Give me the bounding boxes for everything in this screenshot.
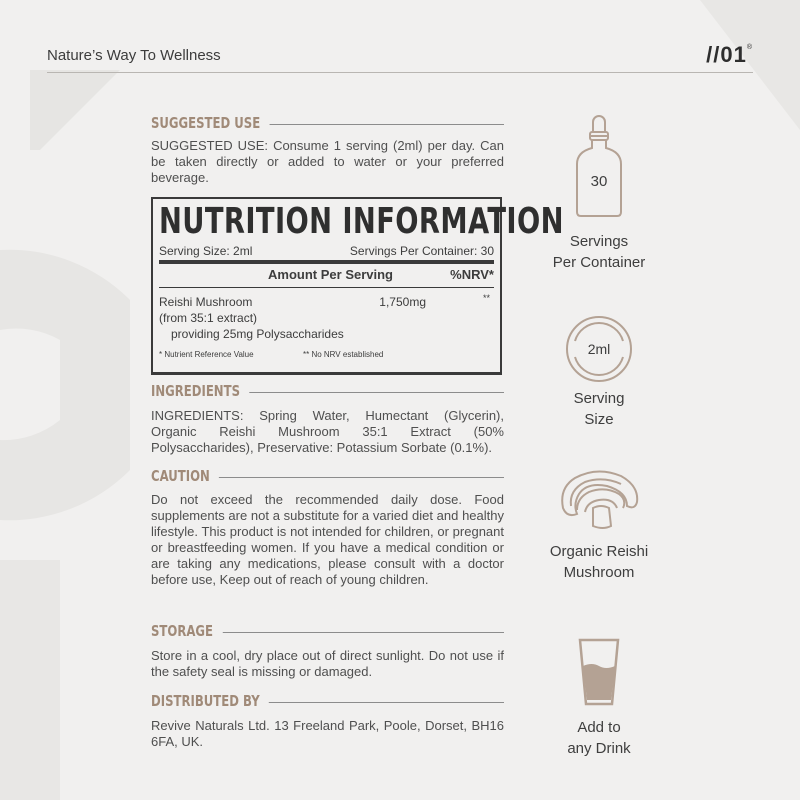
nutrition-table xyxy=(151,197,564,375)
drink-label-1: Add to xyxy=(577,719,621,736)
caution-heading xyxy=(151,467,504,487)
suggested-use-title: SUGGESTED USE xyxy=(151,114,270,132)
serving-size-icon xyxy=(564,314,634,384)
distributed-by-title: DISTRIBUTED BY xyxy=(151,692,269,710)
suggested-use-text: SUGGESTED USE: Consume 1 serving (2ml) per day. Can be taken directly or added to water or your preferred beverage. xyxy=(151,138,504,185)
nutrition-divider xyxy=(159,260,494,264)
feature-drink xyxy=(524,636,674,759)
item-nrv: ** xyxy=(482,293,490,303)
suggested-use-heading xyxy=(151,114,504,134)
col-amount: Amount Per Serving xyxy=(268,267,393,282)
serving-label-1: Serving xyxy=(573,390,625,407)
nutrition-title: NUTRITION INFORMATION xyxy=(159,201,564,242)
ingredients-heading xyxy=(151,382,504,402)
serving-size-value: 2ml xyxy=(587,341,611,357)
nutrition-divider xyxy=(159,287,494,288)
storage-title: STORAGE xyxy=(151,622,222,640)
distributed-by-text: Revive Naturals Ltd. 13 Freeland Park, Poole, Dorset, BH16 6FA, UK. xyxy=(151,718,504,749)
registered-mark: ® xyxy=(746,44,753,51)
caution-title: CAUTION xyxy=(151,467,219,485)
servings-label-1: Servings xyxy=(569,233,629,250)
feature-reishi xyxy=(524,468,674,583)
serving-label-2: Size xyxy=(584,411,614,428)
header-bar xyxy=(47,42,753,73)
item-name-line-2: (from 35:1 extract) xyxy=(159,311,258,325)
brand-name: //01 xyxy=(706,42,747,67)
servings-label-2: Per Container xyxy=(552,254,646,271)
dropper-bottle-icon xyxy=(569,108,629,218)
feature-servings xyxy=(524,108,674,273)
drink-glass-icon xyxy=(574,636,624,708)
caution-text: Do not exceed the recommended daily dose. Food supplements are not a substitute for a varied diet and healthy lifestyle. This product is not intended for children, or pregnant or breastfeeding women. If you have a medical condition or are taking any medications, please consult with a doctor before use, Keep out of reach of young children. xyxy=(151,492,504,587)
col-nrv: %NRV* xyxy=(450,267,494,282)
storage-heading xyxy=(151,622,504,642)
serving-size: Serving Size: 2ml xyxy=(159,244,253,258)
servings-count: 30 xyxy=(590,173,608,190)
item-name-line-3: providing 25mg Polysaccharides xyxy=(171,327,344,341)
drink-label-2: any Drink xyxy=(567,740,631,757)
footnote-no-nrv: ** No NRV established xyxy=(303,350,384,359)
storage-text: Store in a cool, dry place out of direct sunlight. Do not use if the safety seal is missing or damaged. xyxy=(151,648,504,679)
footnote-nrv: * Nutrient Reference Value xyxy=(159,350,254,359)
nutrition-footnotes xyxy=(159,350,494,359)
feature-serving-size xyxy=(524,314,674,430)
servings-per-container: Servings Per Container: 30 xyxy=(349,244,494,258)
brand-logo xyxy=(706,42,753,68)
distributed-by-heading xyxy=(151,692,504,712)
ingredients-title: INGREDIENTS xyxy=(151,382,249,400)
item-name-line-1: Reishi Mushroom xyxy=(159,295,253,309)
reishi-label-2: Mushroom xyxy=(563,564,635,581)
item-amount: 1,750mg xyxy=(379,295,426,309)
serving-row xyxy=(159,244,494,258)
reishi-mushroom-icon xyxy=(557,468,641,530)
ingredients-text: INGREDIENTS: Spring Water, Humectant (Glycerin), Organic Reishi Mushroom 35:1 Extract (50% Polysaccharides), Preservative: Potassium Sorbate (0.1%). xyxy=(151,408,504,455)
tagline: Nature’s Way To Wellness xyxy=(47,47,221,64)
nutrition-item-row xyxy=(159,295,494,341)
reishi-label-1: Organic Reishi xyxy=(549,543,649,560)
